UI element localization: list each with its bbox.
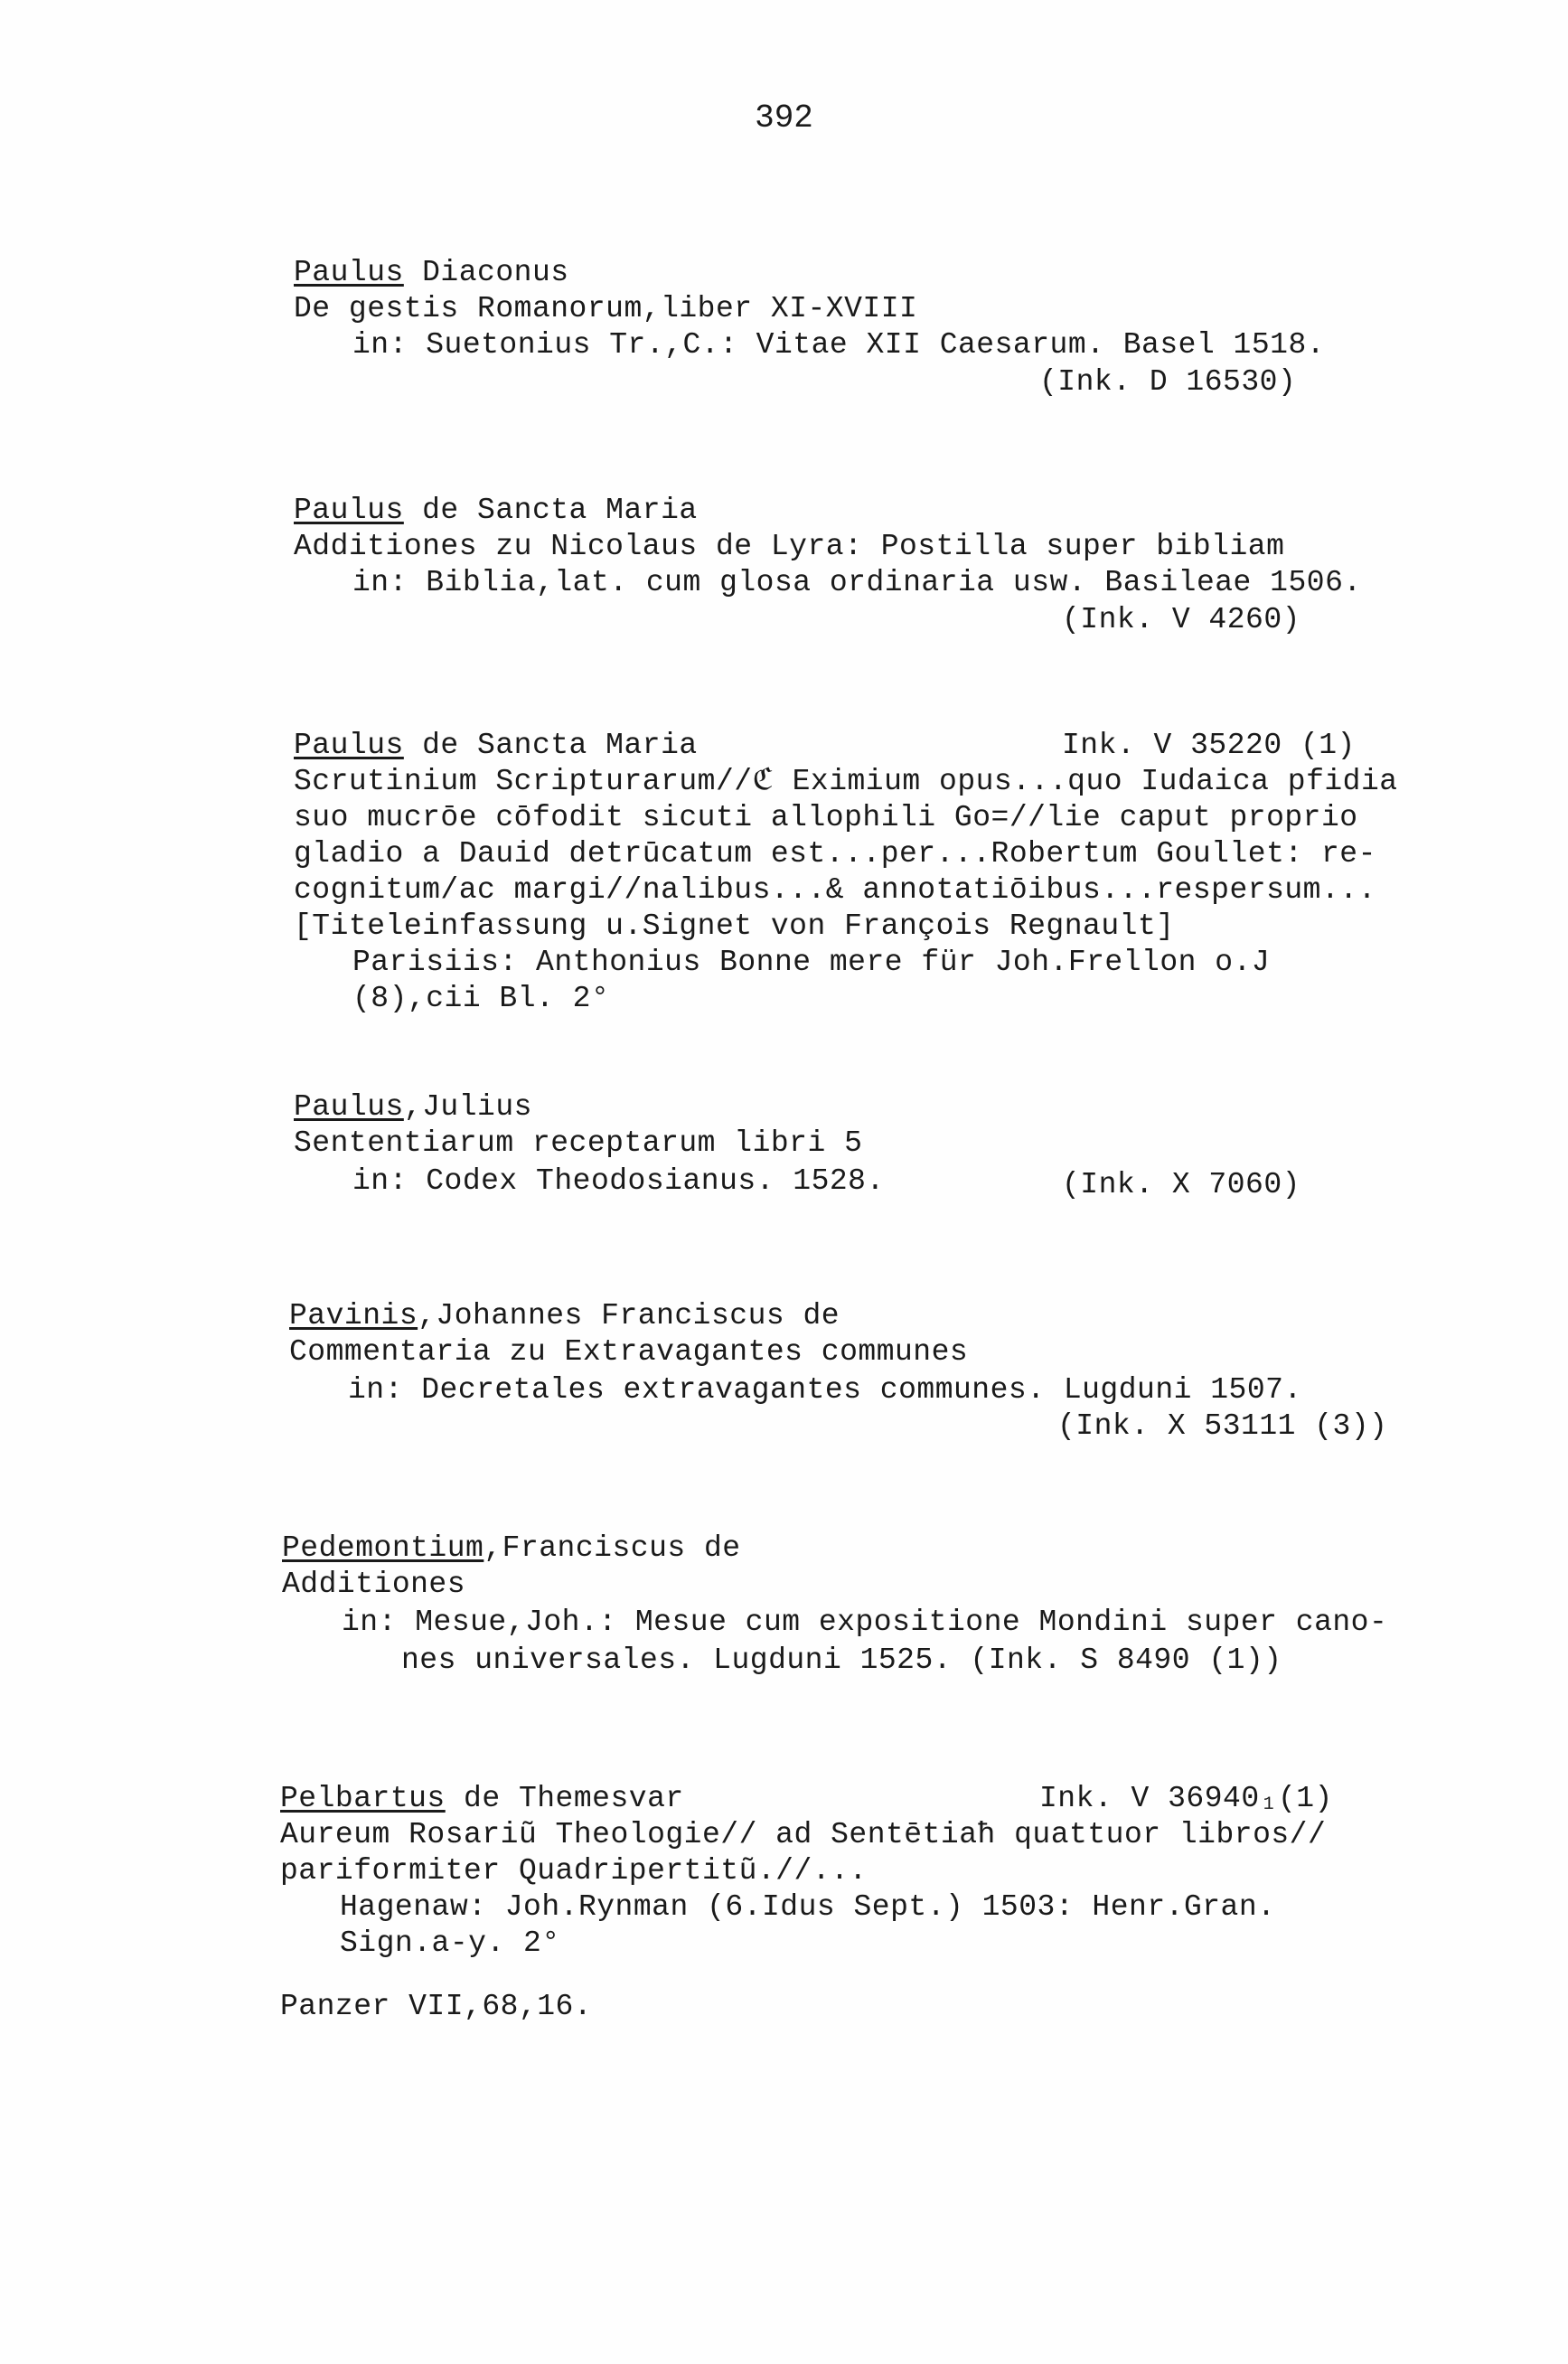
- entry-line: in: Codex Theodosianus. 1528.: [352, 1164, 885, 1198]
- entry-line: cognitum/ac margi//nalibus...& annotatiōibus...respersum...: [294, 873, 1376, 907]
- entry-heading: [294, 728, 698, 764]
- entry-line: pariformiter Quadripertitũ.//...: [280, 1854, 868, 1888]
- entry-line: (8),cii Bl. 2°: [352, 982, 610, 1015]
- heading-rest: ,Johannes Franciscus de: [418, 1299, 840, 1333]
- heading-rest: de Sancta Maria: [403, 494, 698, 527]
- entry-heading: [294, 255, 569, 291]
- heading-rest: Diaconus: [403, 256, 569, 289]
- entry-line: Sententiarum receptarum libri 5: [294, 1126, 863, 1160]
- entry-line: Parisiis: Anthonius Bonne mere für Joh.Frellon o.J: [352, 946, 1271, 979]
- entry-line: suo mucrōe cōfodit sicuti allophili Go=//lie caput proprio: [294, 801, 1358, 834]
- entry-heading: [289, 1298, 840, 1334]
- heading-name: Pelbartus: [280, 1782, 446, 1815]
- page-number: 392: [755, 99, 813, 137]
- heading-rest: ,Franciscus de: [484, 1531, 741, 1565]
- heading-rest: de Sancta Maria: [403, 729, 698, 762]
- heading-name: Pavinis: [289, 1299, 418, 1333]
- shelfmark: (Ink. D 16530): [1039, 365, 1297, 399]
- entry-line: Additiones: [282, 1568, 466, 1601]
- entry-line: in: Mesue,Joh.: Mesue cum expositione Mondini super cano-: [342, 1606, 1388, 1639]
- entry-line: Aureum Rosariũ Theologie// ad Sentētiaħ quattuor libros//: [280, 1818, 1327, 1851]
- entry-line: De gestis Romanorum,liber XI-XVIII: [294, 292, 918, 325]
- entry-line: in: Suetonius Tr.,C.: Vitae XII Caesarum. Basel 1518.: [352, 328, 1326, 362]
- heading-name: Paulus: [294, 729, 404, 762]
- shelfmark: (Ink. X 7060): [1062, 1168, 1300, 1201]
- entry-line: Scrutinium Scripturarum//ℭ Eximium opus...quo Iudaica pfidia: [294, 765, 1398, 798]
- entry-heading: [282, 1530, 741, 1567]
- entry-line: Additiones zu Nicolaus de Lyra: Postilla super bibliam: [294, 530, 1285, 563]
- entry-heading: [280, 1781, 684, 1817]
- entry-line: Hagenaw: Joh.Rynman (6.Idus Sept.) 1503: Henr.Gran.: [340, 1890, 1276, 1924]
- entry-line: Sign.a-y. 2°: [340, 1926, 560, 1960]
- entry-line: [Titeleinfassung u.Signet von François Regnault]: [294, 909, 1175, 943]
- shelfmark: Ink. V 36940₁(1): [1039, 1782, 1333, 1815]
- heading-rest: ,Julius: [403, 1090, 532, 1124]
- heading-rest: de Themesvar: [445, 1782, 684, 1815]
- entry-heading: [294, 1089, 532, 1125]
- entry-line: in: Decretales extravagantes communes. Lugduni 1507.: [348, 1373, 1302, 1407]
- entry-line: nes universales. Lugduni 1525. (Ink. S 8490 (1)): [401, 1643, 1282, 1677]
- entry-line: in: Biblia,lat. cum glosa ordinaria usw. Basileae 1506.: [352, 566, 1362, 599]
- entry-heading: [294, 493, 698, 529]
- entry-line: gladio a Dauid detrūcatum est...per...Robertum Goullet: re-: [294, 837, 1376, 871]
- heading-name: Paulus: [294, 494, 404, 527]
- heading-name: Pedemontium: [282, 1531, 484, 1565]
- shelfmark: (Ink. X 53111 (3)): [1057, 1409, 1388, 1443]
- entry-line: Panzer VII,68,16.: [280, 1990, 593, 2023]
- shelfmark: (Ink. V 4260): [1062, 603, 1300, 636]
- heading-name: Paulus: [294, 256, 404, 289]
- entry-line: Commentaria zu Extravagantes communes: [289, 1335, 969, 1369]
- heading-name: Paulus: [294, 1090, 404, 1124]
- shelfmark: Ink. V 35220 (1): [1062, 729, 1356, 762]
